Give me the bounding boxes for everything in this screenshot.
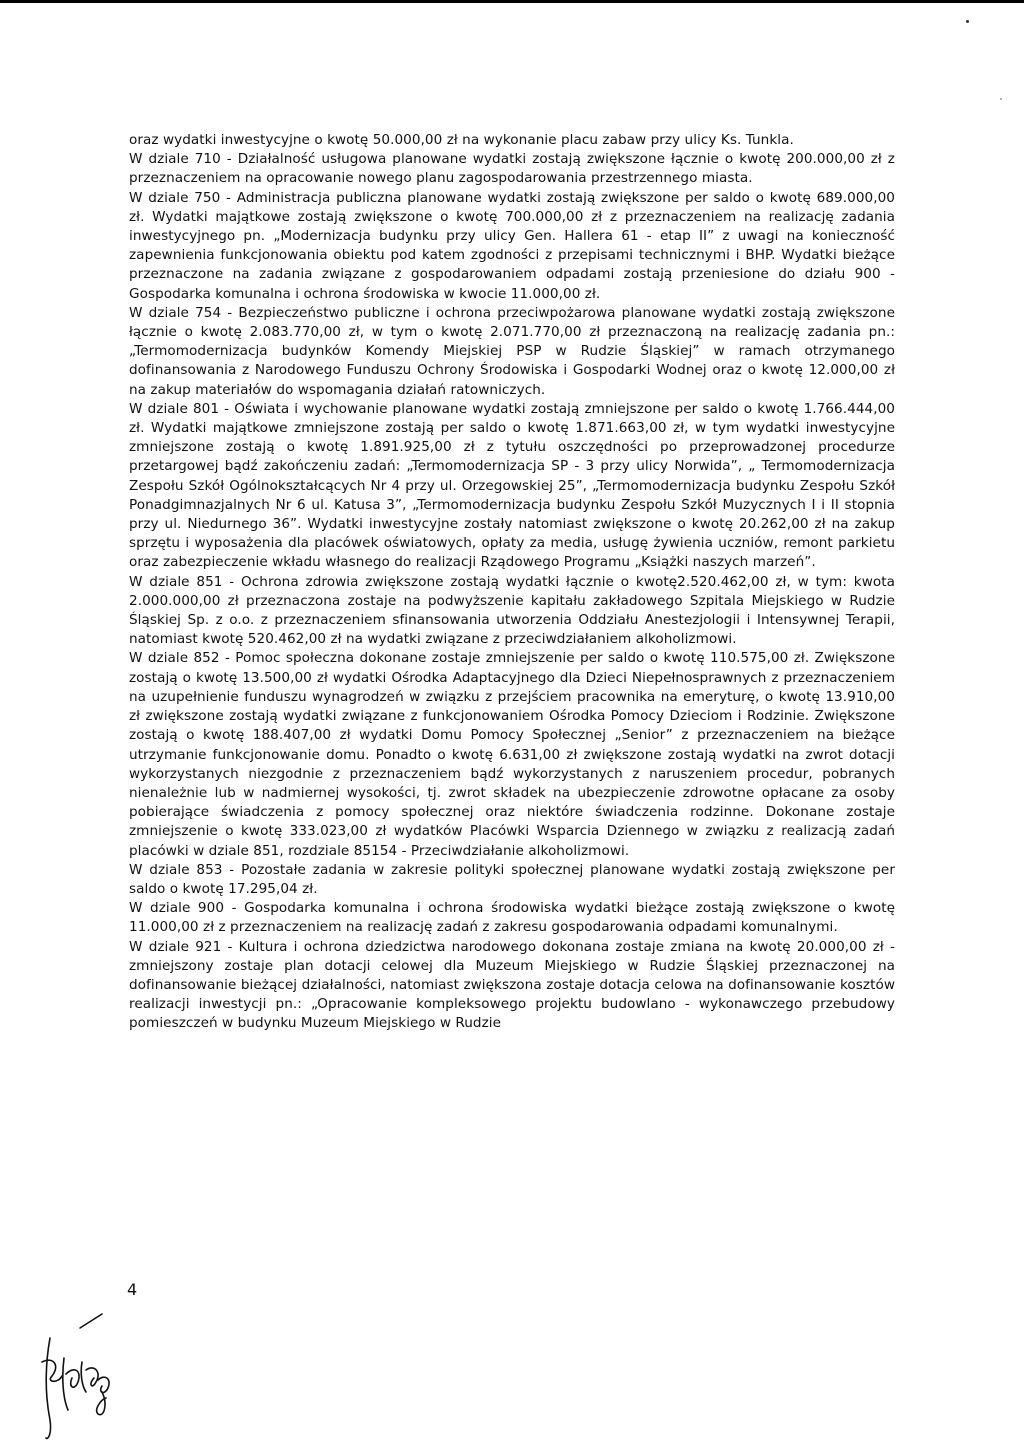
scan-top-border (0, 0, 1024, 3)
page-number: 4 (127, 1280, 138, 1299)
paragraph-dzial-750: W dziale 750 - Administracja publiczna planowane wydatki zostają zwiększone per saldo o kwotę 689.000,00 zł. Wydatki majątkowe zostają zwiększone o kwotę 700.000,00 zł z przeznaczeniem na realizację zadania inwestycyjnego pn. „Modernizacja budynku przy ulicy Gen. Hallera 61 - etap II” z uwagi na konieczność zapewnienia funkcjonowania obiektu pod katem zgodności z przepisami technicznymi i BHP. Wydatki bieżące przeznaczone na zadania związane z gospodarowaniem odpadami zostają przeniesione do działu 900 - Gospodarka komunalna i ochrona środowiska w kwocie 11.000,00 zł. (129, 189, 895, 302)
paragraph-dzial-754: W dziale 754 - Bezpieczeństwo publiczne i ochrona przeciwpożarowa planowane wydatki zostają zwiększone łącznie o kwotę 2.083.770,00 zł, w tym o kwotę 2.071.770,00 zł przeznaczoną na realizację zadania pn.: „Termomodernizacja budynków Komendy Miejskiej PSP w Rudzie Śląskiej” w ramach otrzymanego dofinansowania z Narodowego Funduszu Ochrony Środowiska i Gospodarki Wodnej oraz o kwotę 12.000,00 zł na zakup materiałów do wspomagania działań ratowniczych. (129, 304, 895, 398)
paragraph-dzial-710: W dziale 710 - Działalność usługowa planowane wydatki zostają zwiększone łącznie o kwotę 200.000,00 zł z przeznaczeniem na opracowanie nowego planu zagospodarowania przestrzennego miasta. (129, 151, 895, 187)
document-body (129, 131, 895, 1034)
scan-speck (1000, 98, 1002, 100)
paragraph-dzial-801: W dziale 801 - Oświata i wychowanie planowane wydatki zostają zmniejszone per saldo o kwotę 1.766.444,00 zł. Wydatki majątkowe zmniejszone zostają per saldo o kwotę 1.871.663,00 zł, w tym wydatki inwestycyjne zmniejszone zostają o kwotę 1.891.925,00 zł z tytułu oszczędności po przeprowadzonej procedurze przetargowej bądź zakończeniu zadań: „Termomodernizacja SP - 3 przy ulicy Norwida”, „ Termomodernizacja Zespołu Szkół Ogólnokształcących Nr 4 przy ul. Orzegowskiej 25”, „Termomodernizacja budynku Zespołu Szkół Ponadgimnazjalnych Nr 6 ul. Katusa 3”, „Termomodernizacja budynku Zespołu Szkół Muzycznych I i II stopnia przy ul. Niedurnego 36”. Wydatki inwestycyjne zostały natomiast zwiększone o kwotę 20.262,00 zł na zakup sprzętu i wyposażenia dla placówek oświatowych, opłaty za media, usługę żywienia uczniów, remont parkietu oraz zabezpieczenie wkładu własnego do realizacji Rządowego Programu „Książki naszych marzeń”. (129, 400, 895, 571)
paragraph-dzial-853: W dziale 853 - Pozostałe zadania w zakresie polityki społecznej planowane wydatki zostają zwiększone per saldo o kwotę 17.295,04 zł. (129, 861, 895, 897)
paragraph-dzial-900: W dziale 900 - Gospodarka komunalna i ochrona środowiska wydatki bieżące zostają zwiększone o kwotę 11.000,00 zł z przeznaczeniem na realizację zadań z zakresu gospodarowania odpadami komunalnymi. (129, 900, 895, 936)
paragraph-dzial-921: W dziale 921 - Kultura i ochrona dziedzictwa narodowego dokonana zostaje zmiana na kwotę 20.000,00 zł - zmniejszony zostaje plan dotacji celowej dla Muzeum Miejskiego w Rudzie Śląskiej przeznaczonej na dofinansowanie bieżącej działalności, natomiast zwiększona zostaje dotacja celowa na dofinansowanie kosztów realizacji inwestycji pn.: „Opracowanie kompleksowego projektu budowlano - wykonawczego przebudowy pomieszczeń w budynku Muzeum Miejskiego w Rudzie (129, 938, 895, 1032)
paragraph-playground: oraz wydatki inwestycyjne o kwotę 50.000,00 zł na wykonanie placu zabaw przy ulicy Ks. Tunkla. (129, 132, 794, 148)
paragraph-dzial-852: W dziale 852 - Pomoc społeczna dokonane zostaje zmniejszenie per saldo o kwotę 110.575,00 zł. Zwiększone zostają o kwotę 13.500,00 zł wydatki Ośrodka Adaptacyjnego dla Dzieci Niepełnosprawnych z przeznaczeniem na uzupełnienie funduszu wynagrodzeń w związku z przejściem pracownika na emeryturę, o kwotę 13.910,00 zł zwiększone zostają wydatki związane z funkcjonowaniem Ośrodka Pomocy Dzieciom i Rodzinie. Zwiększone zostają o kwotę 188.407,00 zł wydatki Domu Pomocy Społecznej „Senior” z przeznaczeniem na bieżące utrzymanie funkcjonowanie domu. Ponadto o kwotę 6.631,00 zł zwiększone zostają wydatki na zwrot dotacji wykorzystanych niezgodnie z przeznaczeniem bądź wykorzystanych z naruszeniem procedur, pobranych nienależnie lub w nadmiernej wysokości, tj. zwrot składek na ubezpieczenie zdrowotne opłacane za osoby pobierające świadczenia z pomocy społecznej oraz niektóre świadczenia rodzinne. Dokonane zostaje zmniejszenie o kwotę 333.023,00 zł wydatków Placówki Wsparcia Dziennego w związku z realizacją zadań placówki w dziale 851, rozdziale 85154 - Przeciwdziałanie alkoholizmowi. (129, 650, 895, 859)
scan-speck (966, 20, 969, 23)
paragraph-dzial-851: W dziale 851 - Ochrona zdrowia zwiększone zostają wydatki łącznie o kwotę2.520.462,00 zł, w tym: kwota 2.000.000,00 zł przeznaczona zostaje na podwyższenie kapitału zakładowego Szpitala Miejskiego w Rudzie Śląskiej Sp. z o.o. z przeznaczeniem sfinansowania utworzenia Oddziału Anestezjologii i Intensywnej Terapii, natomiast kwotę 520.462,00 zł na wydatki związane z przeciwdziałaniem alkoholizmowi. (129, 573, 895, 648)
handwritten-signature-icon (28, 1300, 118, 1440)
